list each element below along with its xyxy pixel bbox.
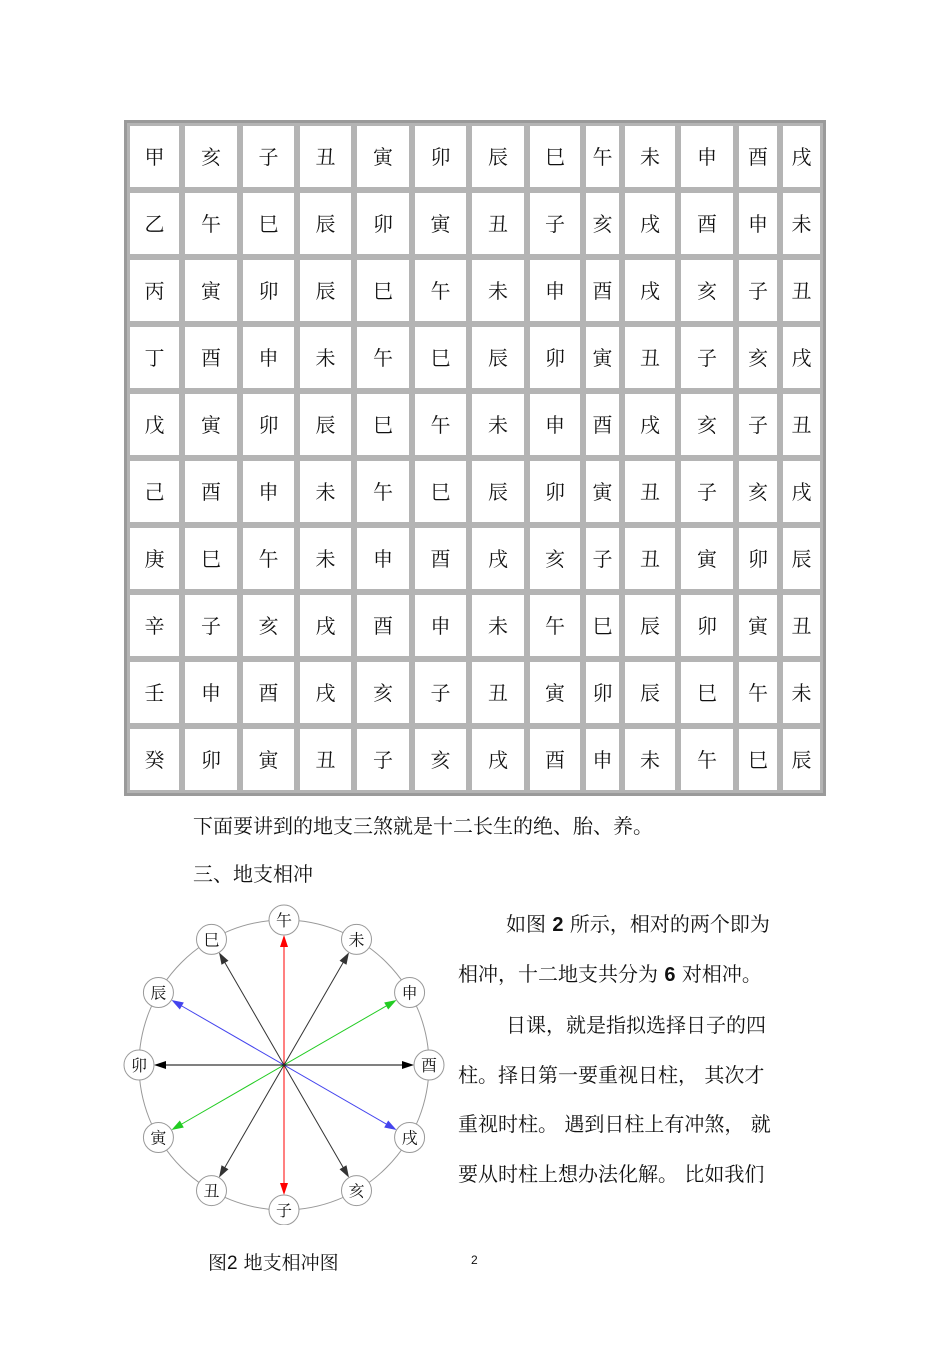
branch-cell: 卯: [678, 592, 736, 659]
branch-cell: 丑: [622, 525, 678, 592]
branch-node: [395, 1123, 425, 1153]
branch-cell: 卯: [354, 190, 412, 257]
branch-cell: 辰: [297, 391, 354, 458]
branch-cell: 戌: [469, 726, 527, 793]
branch-cell: 酉: [354, 592, 412, 659]
branch-cell: 申: [240, 458, 297, 525]
stem-cell: 壬: [127, 659, 182, 726]
branch-cell: 酉: [412, 525, 469, 592]
arrow-head: [280, 1183, 288, 1195]
branch-cell: 亥: [354, 659, 412, 726]
branch-cell: 午: [240, 525, 297, 592]
table-row: [127, 525, 823, 592]
stem-cell: 甲: [127, 123, 182, 190]
branch-node: [342, 1176, 372, 1206]
branch-cell: 子: [736, 391, 780, 458]
branch-cell: 未: [622, 123, 678, 190]
branch-node: [197, 924, 227, 954]
arrow-head: [340, 952, 349, 964]
table-row: [127, 123, 823, 190]
branch-cell: 丑: [297, 726, 354, 793]
page-number: 2: [471, 1253, 478, 1267]
branch-node: [143, 1123, 173, 1153]
branch-cell: 寅: [240, 726, 297, 793]
branch-cell: 子: [240, 123, 297, 190]
branch-cell: 戌: [622, 190, 678, 257]
branch-cell: 午: [583, 123, 622, 190]
branch-cell: 申: [583, 726, 622, 793]
branch-cell: 亥: [736, 458, 780, 525]
branch-cell: 午: [527, 592, 583, 659]
branch-cell: 酉: [583, 391, 622, 458]
branch-cell: 寅: [583, 458, 622, 525]
branch-cell: 卯: [527, 458, 583, 525]
branch-label: 申: [401, 983, 418, 1003]
branch-cell: 巳: [412, 324, 469, 391]
stem-cell: 庚: [127, 525, 182, 592]
branch-cell: 寅: [678, 525, 736, 592]
table-row: [127, 592, 823, 659]
branch-cell: 卯: [583, 659, 622, 726]
branch-cell: 子: [736, 257, 780, 324]
branch-cell: 戌: [622, 257, 678, 324]
branch-cell: 酉: [583, 257, 622, 324]
branch-cell: 寅: [583, 324, 622, 391]
branch-cell: 辰: [469, 458, 527, 525]
branch-cell: 午: [354, 324, 412, 391]
branch-cell: 戌: [622, 391, 678, 458]
branch-cell: 亥: [182, 123, 240, 190]
branch-cell: 申: [678, 123, 736, 190]
branch-clash-diagram: [120, 895, 450, 1225]
branch-cell: 卯: [736, 525, 780, 592]
branch-cell: 午: [412, 391, 469, 458]
branch-cell: 午: [412, 257, 469, 324]
branch-cell: 子: [583, 525, 622, 592]
branch-node: [269, 1195, 299, 1225]
branch-cell: 申: [182, 659, 240, 726]
table-row: [127, 257, 823, 324]
branch-node: [269, 905, 299, 935]
paragraph-2-line-2: 柱。择日第一要重视日柱， 其次才: [458, 1063, 765, 1087]
section-heading: 三、地支相冲: [193, 862, 313, 886]
branch-cell: 巳: [182, 525, 240, 592]
branch-cell: 辰: [622, 659, 678, 726]
table-row: [127, 324, 823, 391]
arrow-head: [219, 1165, 228, 1177]
branch-cell: 未: [780, 659, 823, 726]
arrow-head: [340, 1165, 349, 1177]
branch-cell: 丑: [469, 659, 527, 726]
branch-cell: 卯: [240, 257, 297, 324]
branch-cell: 酉: [678, 190, 736, 257]
branch-cell: 申: [527, 257, 583, 324]
arrow-head: [384, 1121, 396, 1130]
branch-cell: 酉: [182, 324, 240, 391]
branch-cell: 丑: [297, 123, 354, 190]
branch-node: [414, 1050, 444, 1080]
branch-node: [143, 978, 173, 1008]
branch-cell: 辰: [780, 525, 823, 592]
stem-cell: 丁: [127, 324, 182, 391]
arrow-head: [171, 1000, 183, 1009]
branch-cell: 辰: [297, 257, 354, 324]
branch-cell: 申: [412, 592, 469, 659]
paragraph-2-line-1: 日课，就是指拟选择日子的四: [506, 1013, 766, 1037]
branch-cell: 丑: [469, 190, 527, 257]
branch-cell: 戌: [297, 592, 354, 659]
branch-cell: 寅: [182, 257, 240, 324]
branch-cell: 未: [469, 257, 527, 324]
branch-label: 午: [275, 911, 293, 930]
branch-cell: 寅: [354, 123, 412, 190]
branch-cell: 丑: [622, 324, 678, 391]
branch-label: 巳: [203, 930, 220, 950]
branch-cell: 卯: [182, 726, 240, 793]
branch-cell: 子: [354, 726, 412, 793]
branch-label: 酉: [420, 1056, 438, 1075]
paragraph-1-line-1: 如图 2 所示，相对的两个即为: [506, 912, 770, 936]
branch-cell: 酉: [240, 659, 297, 726]
branch-cell: 亥: [678, 391, 736, 458]
branch-cell: 未: [297, 324, 354, 391]
arrow-head: [219, 952, 228, 964]
branch-cell: 亥: [678, 257, 736, 324]
branch-cell: 午: [678, 726, 736, 793]
paragraph-2-line-4: 要从时柱上想办法化解。 比如我们: [458, 1162, 765, 1186]
branch-label: 亥: [348, 1181, 365, 1201]
branch-cell: 未: [469, 391, 527, 458]
branch-cell: 酉: [527, 726, 583, 793]
branch-node: [197, 1176, 227, 1206]
arrow-head: [402, 1061, 414, 1069]
branch-cell: 子: [527, 190, 583, 257]
branch-cell: 巳: [678, 659, 736, 726]
intro-paragraph: 下面要讲到的地支三煞就是十二长生的绝、胎、养。: [193, 814, 653, 838]
figure-caption: 图2 地支相冲图: [208, 1252, 339, 1274]
branch-cell: 未: [297, 525, 354, 592]
branch-cell: 子: [182, 592, 240, 659]
branch-cell: 寅: [736, 592, 780, 659]
branch-cell: 子: [678, 324, 736, 391]
branch-cell: 戌: [780, 123, 823, 190]
branch-cell: 丑: [622, 458, 678, 525]
branch-cell: 辰: [469, 123, 527, 190]
table-row: [127, 391, 823, 458]
branch-cell: 酉: [182, 458, 240, 525]
branch-cell: 亥: [412, 726, 469, 793]
branch-label: 卯: [130, 1056, 148, 1075]
branch-cell: 卯: [527, 324, 583, 391]
branch-cell: 巳: [736, 726, 780, 793]
stems-branches-table: [124, 120, 826, 796]
arrow-head: [154, 1061, 166, 1069]
paragraph-1-line-2: 相冲，十二地支共分为 6 对相冲。: [458, 962, 762, 986]
stem-cell: 辛: [127, 592, 182, 659]
branch-node: [342, 924, 372, 954]
branch-cell: 丑: [780, 592, 823, 659]
arrow-head: [171, 1121, 183, 1130]
stem-cell: 戊: [127, 391, 182, 458]
branch-cell: 戌: [297, 659, 354, 726]
branch-cell: 未: [297, 458, 354, 525]
branch-cell: 戌: [780, 458, 823, 525]
branch-label: 辰: [150, 983, 167, 1003]
branch-cell: 巳: [583, 592, 622, 659]
branch-cell: 亥: [736, 324, 780, 391]
branch-cell: 亥: [240, 592, 297, 659]
branch-cell: 午: [736, 659, 780, 726]
branch-cell: 亥: [583, 190, 622, 257]
branch-cell: 辰: [780, 726, 823, 793]
branch-cell: 申: [527, 391, 583, 458]
branch-cell: 辰: [297, 190, 354, 257]
table-row: [127, 458, 823, 525]
arrow-head: [280, 935, 288, 947]
branch-cell: 巳: [412, 458, 469, 525]
stem-cell: 丙: [127, 257, 182, 324]
branch-cell: 未: [469, 592, 527, 659]
branch-cell: 戌: [780, 324, 823, 391]
stem-cell: 己: [127, 458, 182, 525]
branch-cell: 丑: [780, 257, 823, 324]
branch-cell: 子: [412, 659, 469, 726]
branch-cell: 亥: [527, 525, 583, 592]
stem-cell: 癸: [127, 726, 182, 793]
branch-label: 子: [275, 1201, 293, 1220]
branch-cell: 巳: [240, 190, 297, 257]
branch-cell: 申: [736, 190, 780, 257]
branch-label: 未: [348, 930, 365, 950]
branch-cell: 午: [354, 458, 412, 525]
branch-cell: 酉: [736, 123, 780, 190]
branch-cell: 寅: [182, 391, 240, 458]
branch-node: [124, 1050, 154, 1080]
branch-cell: 戌: [469, 525, 527, 592]
branch-cell: 申: [240, 324, 297, 391]
branch-label: 戌: [401, 1128, 418, 1148]
branch-cell: 子: [678, 458, 736, 525]
table-row: [127, 659, 823, 726]
arrow-head: [384, 1000, 396, 1009]
branch-cell: 巳: [527, 123, 583, 190]
branch-node: [395, 978, 425, 1008]
branch-cell: 辰: [622, 592, 678, 659]
branch-cell: 巳: [354, 257, 412, 324]
branch-cell: 巳: [354, 391, 412, 458]
table-row: [127, 190, 823, 257]
branch-cell: 未: [622, 726, 678, 793]
paragraph-2-line-3: 重视时柱。 遇到日柱上有冲煞， 就: [458, 1112, 771, 1136]
branch-label: 寅: [150, 1128, 167, 1148]
branch-cell: 丑: [780, 391, 823, 458]
branch-label: 丑: [203, 1181, 220, 1201]
branch-cell: 卯: [240, 391, 297, 458]
branch-cell: 午: [182, 190, 240, 257]
table-row: [127, 726, 823, 793]
branch-cell: 申: [354, 525, 412, 592]
branch-cell: 未: [780, 190, 823, 257]
branch-cell: 寅: [412, 190, 469, 257]
branch-cell: 卯: [412, 123, 469, 190]
branch-cell: 辰: [469, 324, 527, 391]
branch-cell: 寅: [527, 659, 583, 726]
stem-cell: 乙: [127, 190, 182, 257]
